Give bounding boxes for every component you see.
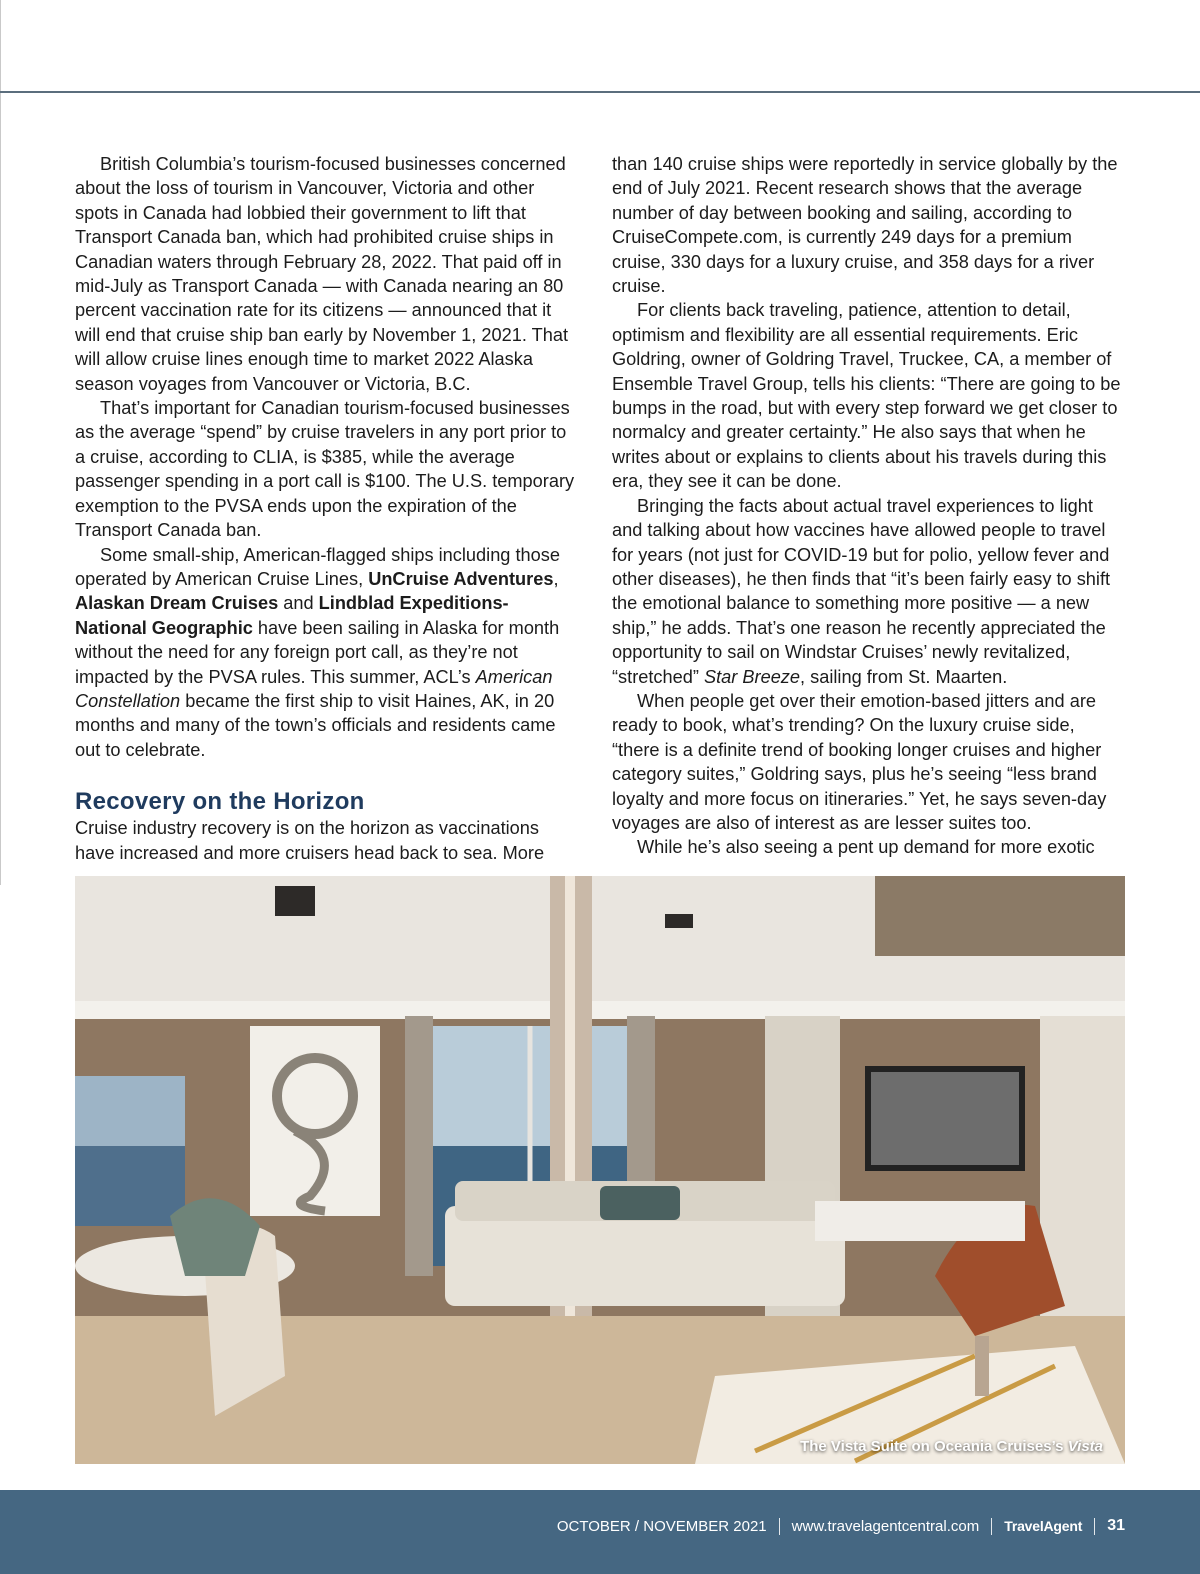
- footer-divider: [991, 1518, 992, 1535]
- text-run: have been sailing in Alaska for month without the need for any foreign port call, as they’re not impacted by the PVSA rules. This summer, ACL’s: [75, 617, 560, 687]
- ceiling-vent: [665, 914, 693, 928]
- text-run: ,: [553, 568, 559, 589]
- issue-date: OCTOBER / NOVEMBER 2021: [556, 1517, 767, 1535]
- text-run: became the first ship to visit Haines, AK, in 20 months and many of the town’s officials and residents came out to celebrate.: [75, 690, 556, 760]
- credenza: [815, 1201, 1025, 1241]
- caption-text: The Vista Suite on Oceania Cruises’s: [800, 1438, 1068, 1455]
- paragraph: [75, 543, 575, 763]
- text-run: , sailing from St. Maarten.: [800, 666, 1008, 687]
- paragraph: When people get over their emotion-based jitters and are ready to book, what’s trending? On the luxury cruise side, “there is a definite trend of booking longer cruises and higher category suites,” Goldring says, plus he’s seeing “less brand loyalty and more focus on itineraries.” Yet, he says seven-day voyages are also of interest as are lesser suites too.: [612, 690, 1107, 833]
- website-link[interactable]: www.travelagentcentral.com: [791, 1517, 980, 1535]
- tv-screen: [871, 1072, 1019, 1165]
- article-column-right: [612, 152, 1122, 860]
- article-column-left: [75, 152, 575, 865]
- paragraph: British Columbia’s tourism-focused businesses concerned about the loss of tourism in Vancouver, Victoria and other spots in Canada had lobbied their government to lift that Transport Canada ban, which had prohibited cruise ships in Canadian waters through February 28, 2022. That paid off in mid-July as Transport Canada — with Canada nearing an 80 percent vaccination rate for its citizens — announced that it will end that cruise ship ban early by November 1, 2021. That will allow cruise lines enough time to market 2022 Alaska season voyages from Vancouver or Victoria, B.C.: [75, 154, 569, 394]
- suite-illustration: [75, 876, 1125, 1464]
- page-edge-line: [0, 0, 1, 885]
- ceiling-slats: [875, 876, 1125, 956]
- paragraph: than 140 cruise ships were reportedly in service globally by the end of July 2021. Recent research shows that the average number of day between booking and sailing, according to CruiseCompete.com, is currently 249 days for a premium cruise, 330 days for a luxury cruise, and 358 days for a river cruise.: [612, 154, 1118, 297]
- caption-ship-name: Vista: [1067, 1438, 1103, 1455]
- page-footer: [0, 1490, 1200, 1574]
- company-name-lindblad: Lindblad Expeditions-National Geographic: [75, 593, 509, 638]
- page-number: 31: [1107, 1517, 1125, 1534]
- text-run: and: [278, 593, 319, 614]
- paragraph: For clients back traveling, patience, attention to detail, optimism and flexibility are all essential requirements. Eric Goldring, owner of Goldring Travel, Truckee, CA, a member of Ensemble Travel Group, tells his clients: “There are going to be bumps in the road, but with every step forward we get closer to normalcy and greater certainty.” He also says that when he writes about or explains to clients about his travels during this era, they see it can be done.: [612, 300, 1121, 492]
- ship-name: American Constellation: [75, 666, 553, 711]
- curtain: [405, 1016, 433, 1276]
- company-name-uncruise: UnCruise Adventures: [368, 568, 554, 589]
- text-run: Some small-ship, American-flagged ships including those operated by American Cruise Lines,: [75, 544, 560, 589]
- ceiling-beam: [75, 1001, 1125, 1019]
- company-name-alaskan-dream: Alaskan Dream Cruises: [75, 593, 279, 614]
- sofa-cushion: [600, 1186, 680, 1220]
- text-run: Bringing the facts about actual travel experiences to light and talking about how vaccines have allowed people to travel for years (not just for COVID-19 but for polio, yellow fever and other diseases), he then finds that “it’s been fairly easy to shift the emotional balance to something more positive — a new ship,” he adds. That’s one reason he recently appreciated the opportunity to sail on Windstar Cruises’ newly revitalized, “stretched”: [612, 495, 1111, 687]
- paragraph: Cruise industry recovery is on the horizon as vaccinations have increased and more cruisers head back to sea. More: [75, 818, 545, 863]
- footer-content: [557, 1517, 1125, 1535]
- ceiling-vent: [275, 886, 315, 916]
- paragraph: That’s important for Canadian tourism-focused businesses as the average “spend” by cruise travelers in any port prior to a cruise, according to CLIA, is $385, while the average passenger spending in a port call is $100. The U.S. temporary exemption to the PVSA ends upon the expiration of the Transport Canada ban.: [75, 398, 575, 541]
- footer-divider: [779, 1518, 780, 1535]
- paragraph: While he’s also seeing a pent up demand for more exotic: [637, 837, 1095, 858]
- header-rule: [0, 91, 1200, 93]
- suite-photo: [75, 876, 1125, 1464]
- ship-name: Star Breeze: [703, 666, 801, 687]
- section-heading: Recovery on the Horizon: [75, 788, 365, 816]
- photo-caption: [800, 1438, 1103, 1455]
- chair-stem: [975, 1336, 989, 1396]
- paragraph: [612, 494, 1122, 689]
- footer-divider: [1094, 1518, 1095, 1535]
- magazine-logo: TravelAgent: [1004, 1518, 1083, 1534]
- sea-left: [75, 1146, 185, 1226]
